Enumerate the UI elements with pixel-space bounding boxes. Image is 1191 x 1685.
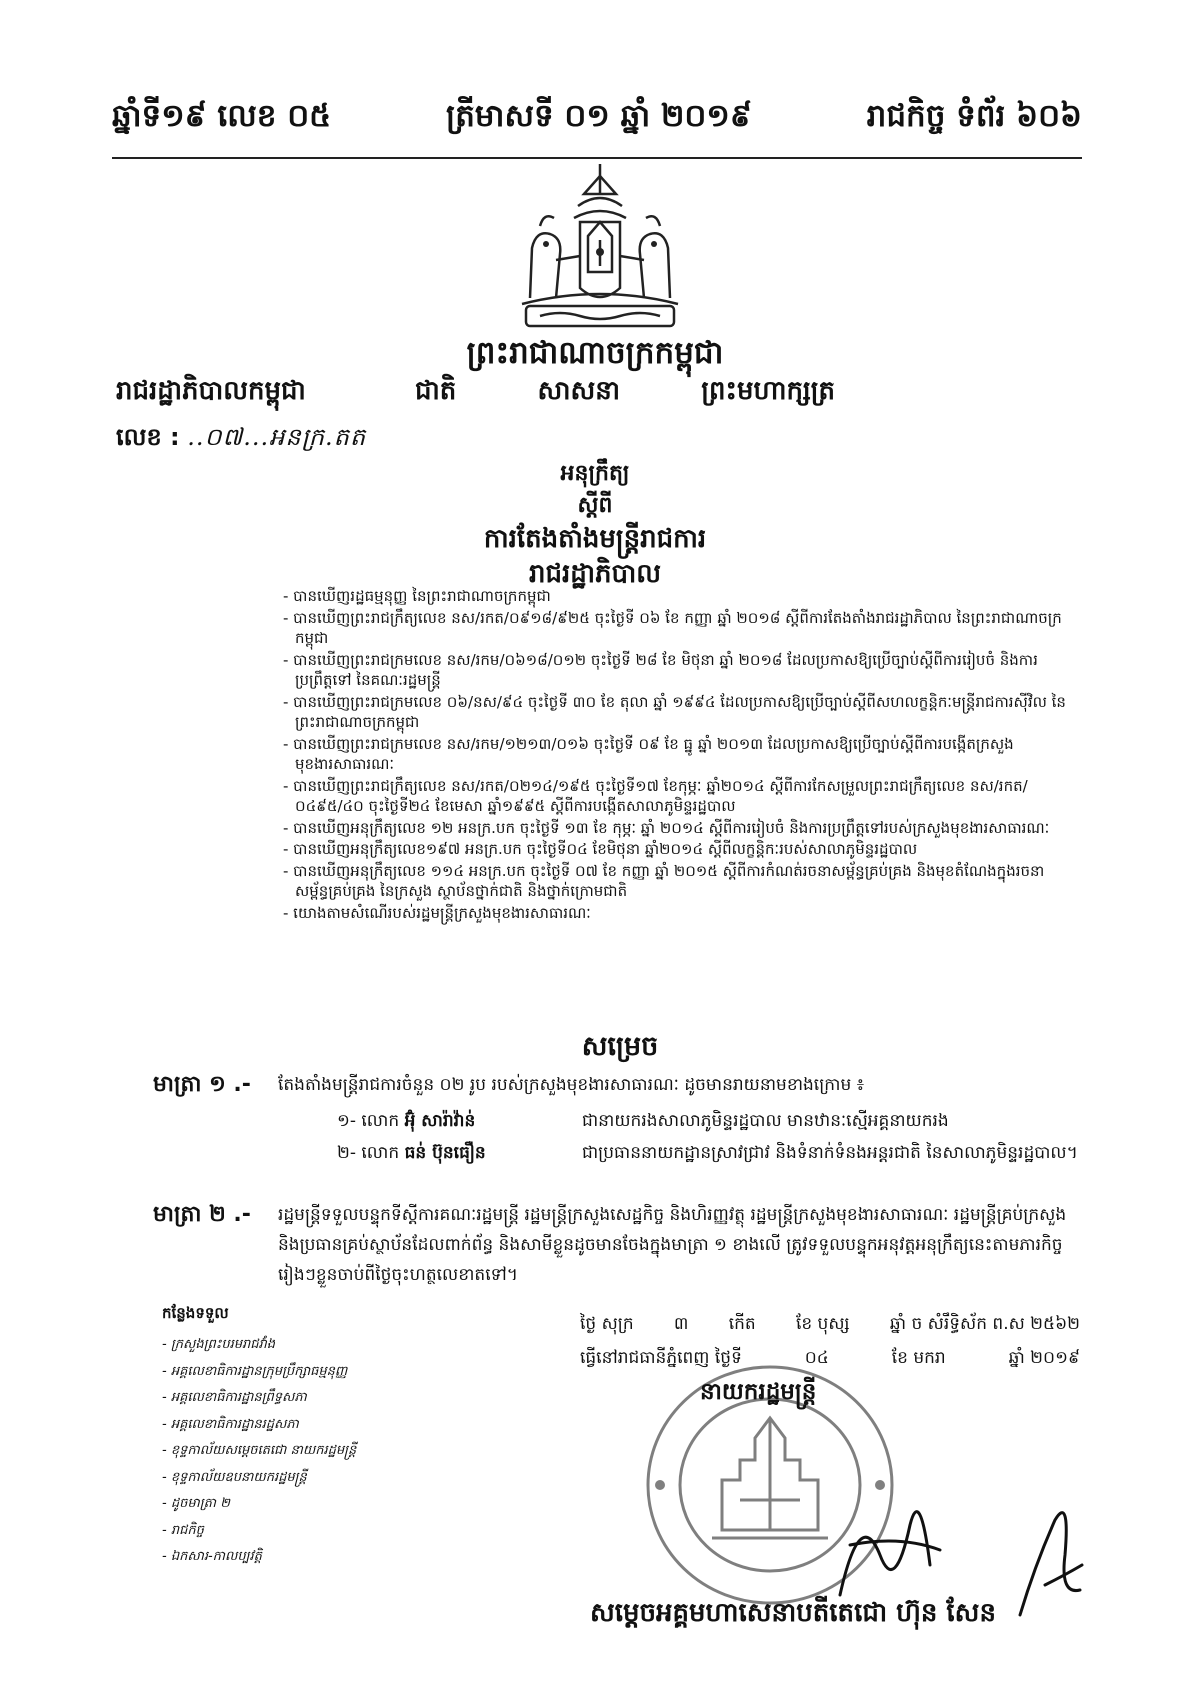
preamble-item: - បានឃើញព្រះរាជក្រមលេខ ០៦/នស/៩៤ ចុះថ្ងៃទី ៣០ ខែ តុលា ឆ្នាំ ១៩៩៤ ដែលប្រកាសឱ្យប្រើច្បាប់ស្ដីពីសហលក្ខន្តិកៈមន្ត្រីរាជការស៊ីវិល នៃព្រះរាជាណាចក្រកម្ពុជា xyxy=(283,692,1066,731)
document-number-label: លេខ : xyxy=(116,423,180,451)
signer-name: សម្ដេចអគ្គមហាសេនាបតីតេជោ ហ៊ុន សែន xyxy=(590,1598,996,1628)
sign-title: នាយករដ្ឋមន្ត្រី xyxy=(700,1379,817,1405)
preamble-item: - បានឃើញអនុក្រឹត្យលេខ១៩៧ អនក្រ.បក ចុះថ្ងៃទី០៤ ខែមិថុនា ឆ្នាំ២០១៤ ស្ដីពីលក្ខន្តិកៈរបស់សាលាភូមិន្ទរដ្ឋបាល xyxy=(283,840,918,858)
kingdom-name: ព្រះរាជាណាចក្រកម្ពុជា xyxy=(466,335,724,371)
solar-date-day: ០៤ xyxy=(804,1348,829,1368)
recipients-block xyxy=(162,1304,432,1571)
preamble-item: - បានឃើញអនុក្រឹត្យលេខ ១១៤ អនក្រ.បក ចុះថ្ងៃទី ០៧ ខែ កញ្ញា ឆ្នាំ ២០១៥ ស្ដីពីការកំណត់រចនាសម្ព័ន្ធគ្រប់គ្រង និងមុខតំណែងក្នុងរចនាសម្ព័ន្ធគ្រប់គ្រង នៃក្រសួង ស្ថាប័នថ្នាក់ជាតិ និងថ្នាក់ក្រោមជាតិ xyxy=(283,861,1045,900)
decision-heading: សម្រេច xyxy=(581,1031,659,1062)
appointee-2-role: ជាប្រធាននាយកដ្ឋានស្រាវជ្រាវ និងទំនាក់ទំនងអន្តរជាតិ នៃសាលាភូមិន្ទរដ្ឋបាល។ xyxy=(582,1143,1078,1163)
government-name: រាជរដ្ឋាភិបាលកម្ពុជា xyxy=(116,376,306,406)
recipient-item: - រាជកិច្ច xyxy=(162,1522,204,1538)
lunar-date-num: ៣ xyxy=(673,1314,689,1334)
recipient-item: - ឯកសារ-កាលប្បវត្តិ xyxy=(162,1549,262,1564)
appointee-2-name-cell xyxy=(337,1138,582,1168)
appointee-1-number: ១- លោក xyxy=(337,1111,400,1131)
preamble-item: - បានឃើញអនុក្រឹត្យលេខ ១២ អនក្រ.បក ចុះថ្ងៃទី ១៣ ខែ កុម្ភៈ ឆ្នាំ ២០១៤ ស្ដីពីការរៀបចំ និងការប្រព្រឹត្តទៅរបស់ក្រសួងមុខងារសាធារណៈ xyxy=(283,818,1050,837)
article-2-label: មាត្រា ២ .- xyxy=(153,1202,251,1227)
title-royal-government: រាជរដ្ឋាភិបាល xyxy=(528,559,662,589)
title-on: ស្ដីពី xyxy=(577,493,613,518)
recipient-item: - ខុទ្ទកាល័យសម្ដេចតេជោ នាយករដ្ឋមន្ត្រី xyxy=(162,1443,357,1458)
article-2 xyxy=(153,1200,1083,1290)
preamble-item: - យោងតាមសំណើរបស់រដ្ឋមន្ត្រីក្រសួងមុខងារសាធារណៈ xyxy=(283,903,591,922)
preamble-item: - បានឃើញព្រះរាជក្រឹត្យលេខ នស/រកត/០៩១៨/៩២៥ ចុះថ្ងៃទី ០៦ ខែ កញ្ញា ឆ្នាំ ២០១៨ ស្ដីពីការតែងតាំងរាជរដ្ឋាភិបាល នៃព្រះរាជាណាចក្រកម្ពុជា xyxy=(283,608,1062,647)
lunar-date-month: ខែ បុស្ស xyxy=(795,1314,850,1334)
recipient-item: - ក្រសួងព្រះបរមរាជវាំង xyxy=(162,1337,276,1352)
header-gazette-page: រាជកិច្ច ទំព័រ ៦០៦ xyxy=(866,97,1082,134)
solar-date-month: ខែ មករា xyxy=(891,1348,946,1368)
preamble-item: - បានឃើញរដ្ឋធម្មនុញ្ញ នៃព្រះរាជាណាចក្រកម្ពុជា xyxy=(283,587,551,605)
appointee-2-number: ២- លោក xyxy=(337,1143,400,1163)
recipient-item: - ខុទ្ទកាល័យឧបនាយករដ្ឋមន្ត្រី xyxy=(162,1469,307,1485)
motto-king: ព្រះមហាក្សត្រ xyxy=(701,376,835,406)
lunar-date-day: ថ្ងៃ សុក្រ xyxy=(580,1314,634,1334)
lunar-date-phase: កើត xyxy=(728,1314,756,1334)
recipient-item: - អគ្គលេខាធិការដ្ឋានរដ្ឋសភា xyxy=(162,1416,299,1432)
lunar-date xyxy=(580,1313,1080,1338)
running-header xyxy=(112,96,1082,142)
document-number-value: ..០៧...អនក្រ.តត xyxy=(187,423,367,451)
national-motto xyxy=(415,374,835,412)
preamble-list xyxy=(283,586,1073,924)
appointee-1 xyxy=(337,1106,1082,1136)
article-2-text: រដ្ឋមន្ត្រីទទួលបន្ទុកទីស្ដីការគណៈរដ្ឋមន្ត្រី រដ្ឋមន្ត្រីក្រសួងសេដ្ឋកិច្ច និងហិរញ្ញវត្ថុ រដ្ឋមន្ត្រីក្រសួងមុខងារសាធារណៈ រដ្ឋមន្ត្រីគ្រប់ក្រសួង និងប្រធានគ្រប់ស្ថាប័នដែលពាក់ព័ន្ធ និងសាមីខ្លួនដូចមានចែងក្នុងមាត្រា ១ ខាងលើ ត្រូវទទួលបន្ទុកអនុវត្តអនុក្រឹត្យនេះតាមភារកិច្ចរៀងៗខ្លួនចាប់ពីថ្ងៃចុះហត្ថលេខាតទៅ។ xyxy=(278,1205,1067,1285)
preamble-item: - បានឃើញព្រះរាជក្រឹត្យលេខ នស/រកត/០២១៤/១៩៥ ចុះថ្ងៃទី១៧ ខែកុម្ភៈ ឆ្នាំ២០១៤ ស្ដីពីការកែសម្រួលព្រះរាជក្រឹត្យលេខ នស/រកត/០៤៩៥/៤០ ចុះថ្ងៃទី២៤ ខែមេសា ឆ្នាំ១៩៩៥ ស្ដីពីការបង្កើតសាលាភូមិន្ទរដ្ឋបាល xyxy=(283,776,1028,815)
lunar-date-year: ឆ្នាំ ច សំរឹទ្ធិស័ក ព.ស ២៥៦២ xyxy=(889,1314,1080,1334)
recipient-item: - អគ្គលេខាធិការដ្ឋានព្រឹទ្ធសភា xyxy=(162,1390,307,1405)
recipient-item: - ដូចមាត្រា ២ xyxy=(162,1496,230,1511)
header-rule xyxy=(112,157,1082,159)
document-number xyxy=(116,422,366,457)
appointee-2-name: ធន់ ប៊ុនធឿន xyxy=(404,1143,486,1163)
solar-date-place: ធ្វើនៅរាជធានីភ្នំពេញ ថ្ងៃទី xyxy=(580,1348,742,1368)
decree-title xyxy=(360,458,830,592)
motto-religion: សាសនា xyxy=(537,376,621,406)
title-sub-decree: អនុក្រឹត្យ xyxy=(560,461,630,486)
article-1-label: មាត្រា ១ .- xyxy=(153,1072,251,1097)
royal-coat-of-arms-icon xyxy=(510,160,690,332)
recipients-list xyxy=(162,1332,432,1571)
header-year-issue: ឆ្នាំទី១៩ លេខ ០៥ xyxy=(112,97,332,134)
motto-nation: ជាតិ xyxy=(415,376,457,406)
preamble-item: - បានឃើញព្រះរាជក្រមលេខ នស/រកម/០៦១៨/០១២ ចុះថ្ងៃទី ២៨ ខែ មិថុនា ឆ្នាំ ២០១៨ ដែលប្រកាសឱ្យប្រើច្បាប់ស្ដីពីការរៀបចំ និងការប្រព្រឹត្តទៅ នៃគណៈរដ្ឋមន្ត្រី xyxy=(283,650,1038,689)
title-subject: ការតែងតាំងមន្ត្រីរាជការ xyxy=(483,524,707,554)
article-1-text: តែងតាំងមន្ត្រីរាជការចំនួន ០២ រូប របស់ក្រសួងមុខងារសាធារណៈ ដូចមានរាយនាមខាងក្រោម ៖ xyxy=(278,1075,865,1095)
recipient-item: - អគ្គលេខាធិការដ្ឋានក្រុមប្រឹក្សាធម្មនុញ្ញ xyxy=(162,1363,348,1379)
article-1 xyxy=(153,1070,1083,1102)
appointee-1-role: ជានាយករងសាលាភូមិន្ទរដ្ឋបាល មានឋានៈស្មើអគ្គនាយករង xyxy=(582,1111,949,1131)
preamble-item: - បានឃើញព្រះរាជក្រមលេខ នស/រកម/១២១៣/០១៦ ចុះថ្ងៃទី ០៩ ខែ ធ្នូ ឆ្នាំ ២០១៣ ដែលប្រកាសឱ្យប្រើច្បាប់ស្ដីពីការបង្កើតក្រសួងមុខងារសាធារណៈ xyxy=(283,734,1014,773)
recipients-heading: កន្លែងទទួល xyxy=(162,1304,229,1322)
appointee-1-name: អ៊ុំ សារ៉ាវ៉ាន់ xyxy=(404,1111,476,1131)
solar-date-year: ឆ្នាំ ២០១៩ xyxy=(1008,1348,1080,1368)
header-date: ត្រីមាសទី ០១ ឆ្នាំ ២០១៩ xyxy=(446,97,752,134)
appointee-1-name-cell xyxy=(337,1106,582,1136)
appointee-2 xyxy=(337,1138,1082,1168)
